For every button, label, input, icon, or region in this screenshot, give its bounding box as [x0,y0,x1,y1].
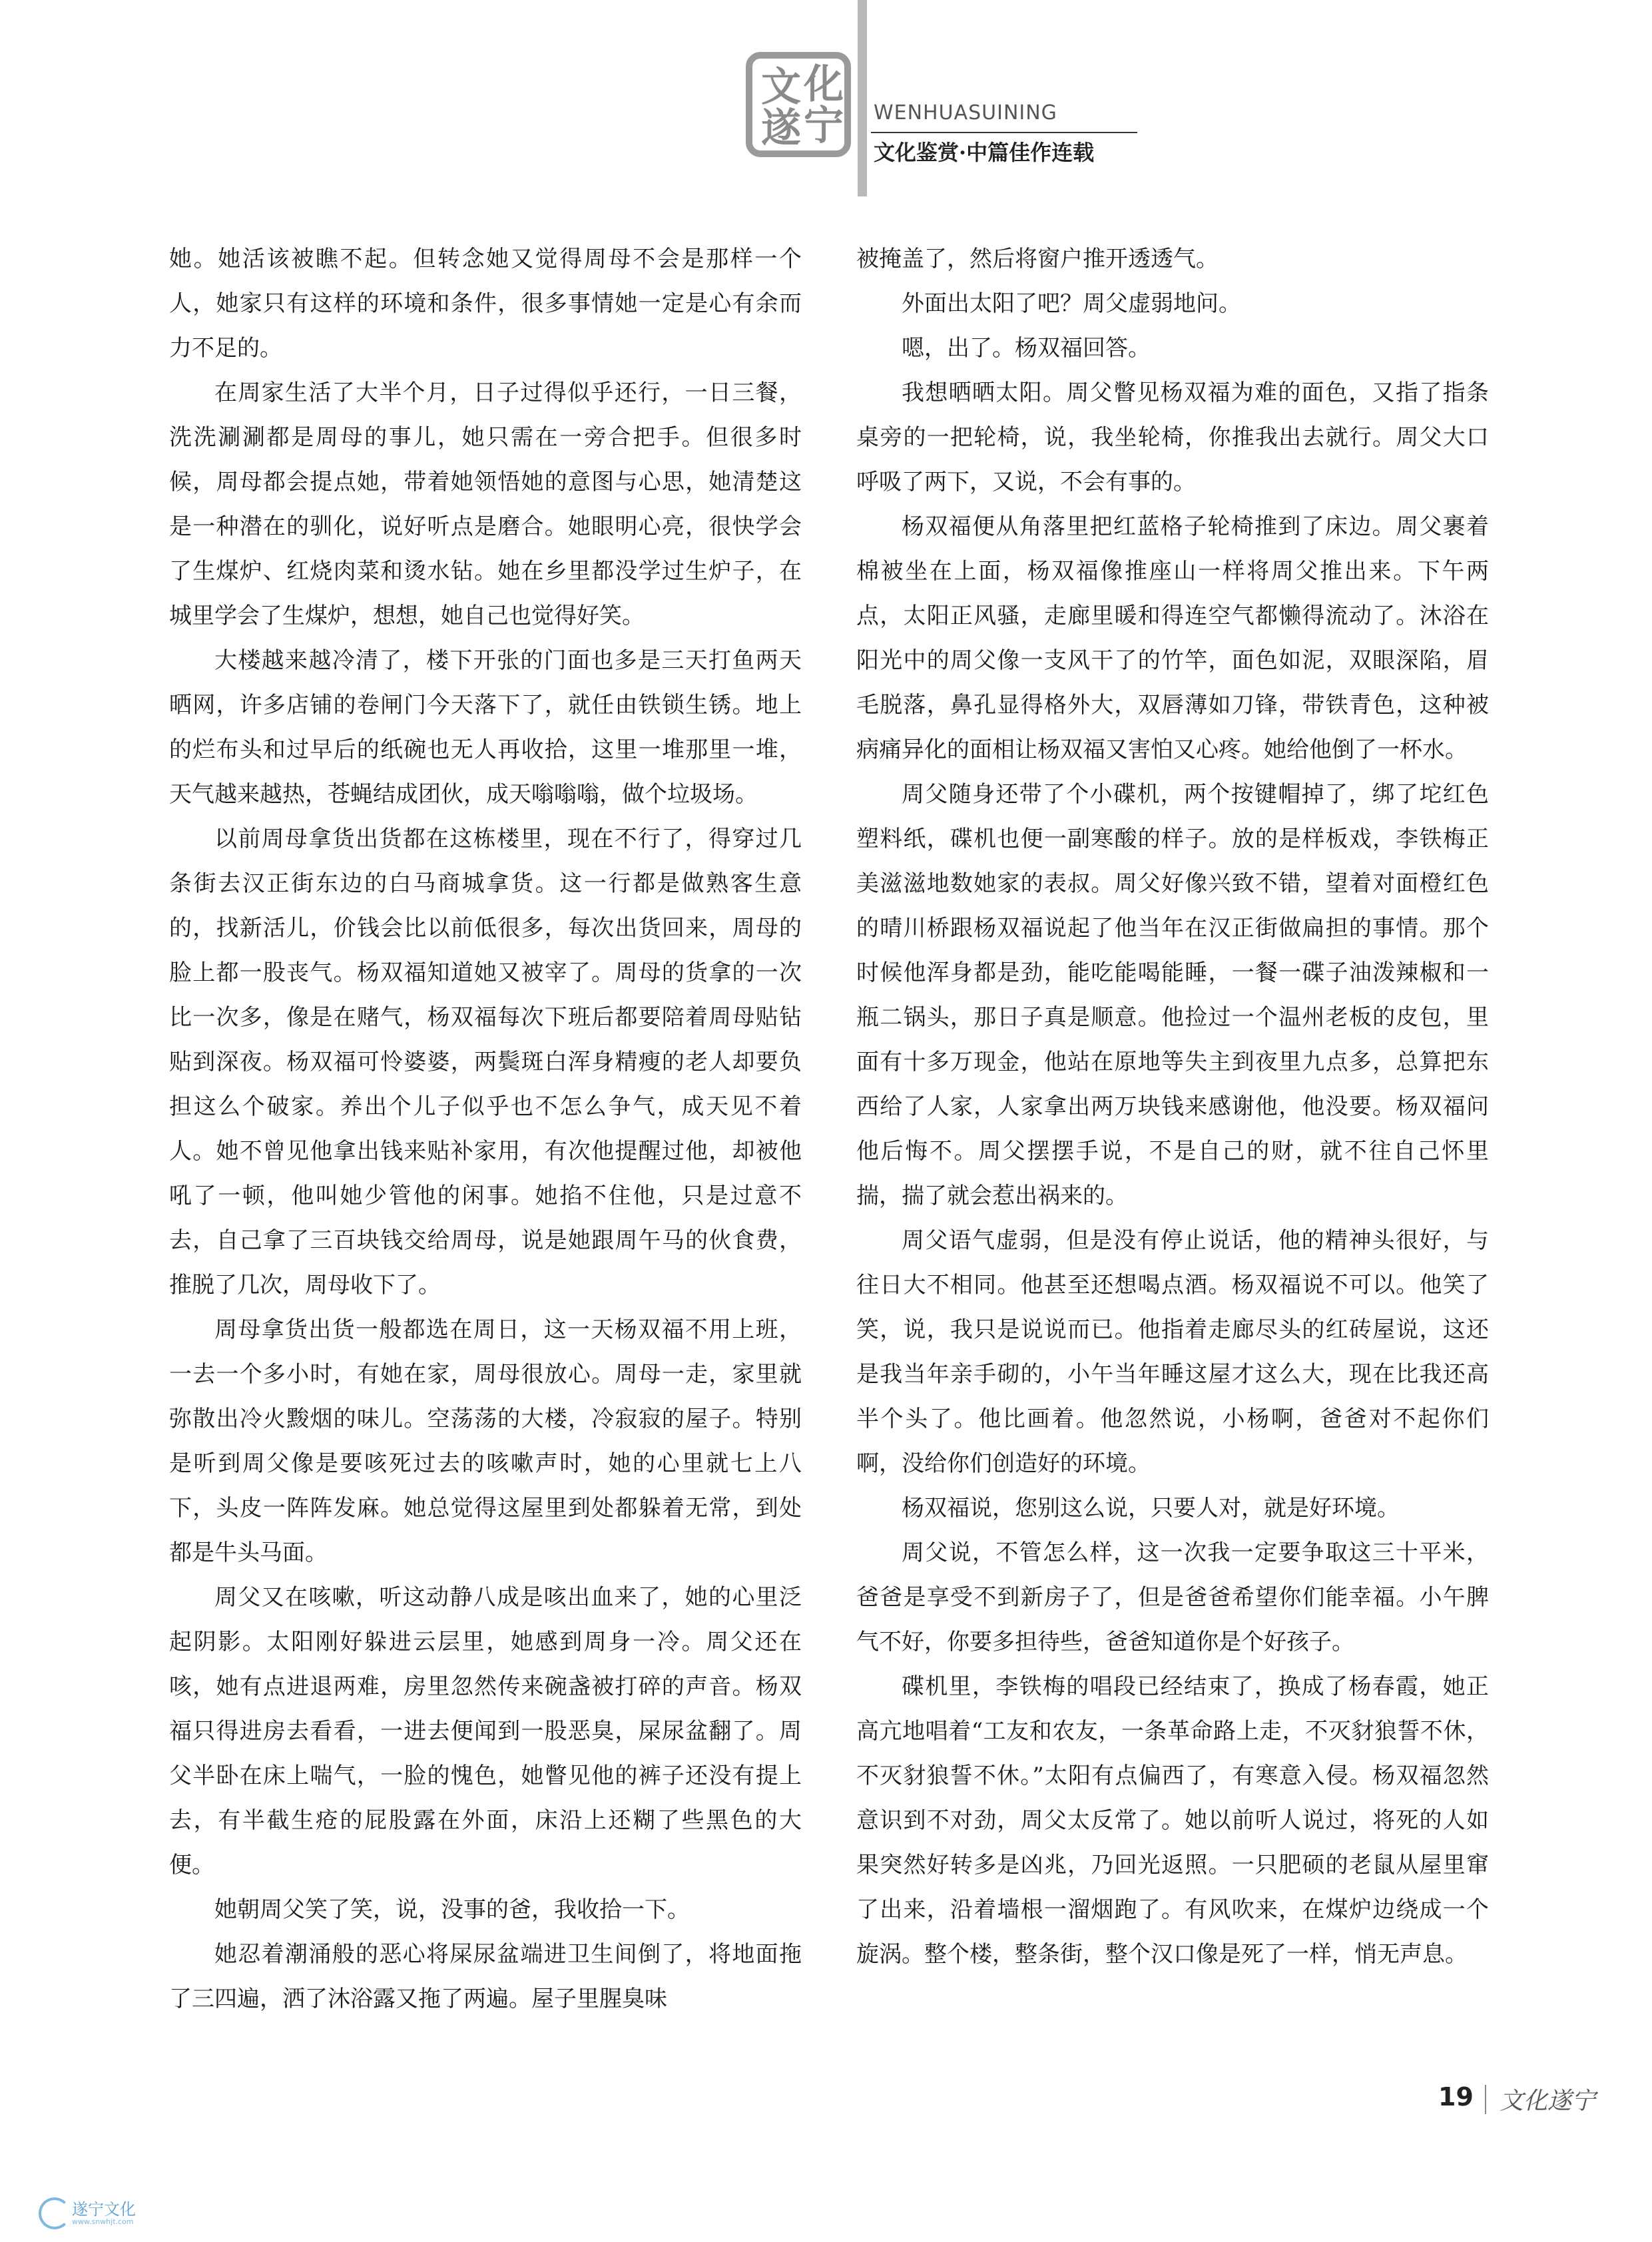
paragraph: 周父又在咳嗽，听这动静八成是咳出血来了，她的心里泛起阴影。太阳刚好躲进云层里，她感到周身一冷。周父还在咳，她有点进退两难，房里忽然传来碗盏被打碎的声音。杨双福只得进房去看看，一进去便闻到一股恶臭，屎尿盆翻了。周父半卧在床上喘气，一脸的愧色，她瞥见他的裤子还没有提上去，有半截生疮的屁股露在外面，床沿上还糊了些黑色的大便。 [169,1584,802,1878]
logo-char: 宁 [804,103,844,149]
paragraph: 被掩盖了，然后将窗户推开透透气。 [856,246,1219,272]
watermark-url: www.snwhjt.com [72,2217,134,2226]
header-rule [871,132,1137,133]
paragraph: 她。她活该被瞧不起。但转念她又觉得周母不会是那样一个人，她家只有这样的环境和条件，很多事情她一定是心有余而力不足的。 [169,246,802,362]
paragraph: 以前周母拿货出货都在这栋楼里，现在不行了，得穿过几条街去汉正街东边的白马商城拿货。这一行都是做熟客生意的，找新活儿，价钱会比以前低很多，每次出货回来，周母的脸上都一股丧气。杨双福知道她又被宰了。周母的货拿的一次比一次多，像是在赌气，杨双福每次下班后都要陪着周母贴钻贴到深夜。杨双福可怜婆婆，两鬓斑白浑身精瘦的老人却要负担这么个破家。养出个儿子似乎也不怎么争气，成天见不着人。她不曾见他拿出钱来贴补家用，有次他提醒过他，却被他吼了一顿，他叫她少管他的闲事。她掐不住他，只是过意不去，自己拿了三百块钱交给周母，说是她跟周午马的伙食费，推脱了几次，周母收下了。 [169,826,802,1298]
paragraph: 她忍着潮涌般的恶心将屎尿盆端进卫生间倒了，将地面拖了三四遍，洒了沐浴露又拖了两遍。屋子里腥臭味 [169,1941,802,2012]
wing-icon [39,2197,71,2229]
logo-char: 文 [761,64,801,111]
paragraph: 周父语气虚弱，但是没有停止说话，他的精神头很好，与往日大不相同。他甚至还想喝点酒。杨双福说不可以。他笑了笑，说，我只是说说而已。他指着走廊尽头的红砖屋说，这还是我当年亲手砌的，小午当年睡这屋才这么大，现在比我还高半个头了。他比画着。他忽然说，小杨啊，爸爸对不起你们啊，没给你们创造好的环境。 [856,1227,1489,1477]
paragraph: 周父说，不管怎么样，这一次我一定要争取这三十平米，爸爸是享受不到新房子了，但是爸爸希望你们能幸福。小午脾气不好，你要多担待些，爸爸知道你是个好孩子。 [856,1540,1489,1655]
section-title: 文化鉴赏·中篇佳作连载 [874,140,1095,165]
paragraph: 我想晒晒太阳。周父瞥见杨双福为难的面色，又指了指条桌旁的一把轮椅，说，我坐轮椅，你推我出去就行。周父大口呼吸了两下，又说，不会有事的。 [856,380,1489,495]
page-number: 19 [1438,2082,1474,2111]
watermark-text: 遂宁文化 [72,2200,136,2219]
paragraph: 碟机里，李铁梅的唱段已经结束了，换成了杨春霞，她正高亢地唱着“工友和农友，一条革命路上走，不灭豺狼誓不休，不灭豺狼誓不休。”太阳有点偏西了，有寒意入侵。杨双福忽然意识到不对劲，周父太反常了。她以前听人说过，将死的人如果突然好转多是凶兆，乃回光返照。一只肥硕的老鼠从屋里窜了出来，沿着墙根一溜烟跑了。有风吹来，在煤炉边绕成一个旋涡。整个楼，整条街，整个汉口像是死了一样，悄无声息。 [856,1673,1489,1968]
watermark [39,2195,165,2235]
footer-separator [1485,2085,1486,2114]
paragraph: 她朝周父笑了笑，说，没事的爸，我收拾一下。 [214,1896,690,1923]
magazine-logo [746,52,851,157]
header-divider-bar [858,0,867,196]
footer-brand: 文化遂宁 [1500,2088,1596,2115]
paragraph: 大楼越来越冷清了，楼下开张的门面也多是三天打鱼两天晒网，许多店铺的卷闸门今天落下了，就任由铁锁生锈。地上的烂布头和过早后的纸碗也无人再收拾，这里一堆那里一堆，天气越来越热，苍蝇结成团伙，成天嗡嗡嗡，做个垃圾场。 [169,647,802,808]
paragraph: 杨双福说，您别这么说，只要人对，就是好环境。 [902,1495,1400,1522]
paragraph: 外面出太阳了吧？周父虚弱地问。 [902,290,1241,317]
left-text-column [169,237,802,2022]
paragraph: 周母拿货出货一般都选在周日，这一天杨双福不用上班，一去一个多小时，有她在家，周母很放心。周母一走，家里就弥散出冷火黢烟的味儿。空荡荡的大楼，冷寂寂的屋子。特别是听到周父像是要咳死过去的咳嗽声时，她的心里就七上八下，头皮一阵阵发麻。她总觉得这屋里到处都躲着无常，到处都是牛头马面。 [169,1316,802,1566]
logo-char: 遂 [761,105,801,152]
logo-char: 化 [804,61,844,108]
paragraph: 嗯，出了。杨双福回答。 [902,335,1151,362]
paragraph: 杨双福便从角落里把红蓝格子轮椅推到了床边。周父裹着棉被坐在上面，杨双福像推座山一样将周父推出来。下午两点，太阳正风骚，走廊里暖和得连空气都懒得流动了。沐浴在阳光中的周父像一支风干了的竹竿，面色如泥，双眼深陷，眉毛脱落，鼻孔显得格外大，双唇薄如刀锋，带铁青色，这种被病痛异化的面相让杨双福又害怕又心疼。她给他倒了一杯水。 [856,513,1489,763]
paragraph: 周父随身还带了个小碟机，两个按键帽掉了，绑了坨红色塑料纸，碟机也便一副寒酸的样子。放的是样板戏，李铁梅正美滋滋地数她家的表叔。周父好像兴致不错，望着对面橙红色的晴川桥跟杨双福说起了他当年在汉正街做扁担的事情。那个时候他浑身都是劲，能吃能喝能睡，一餐一碟子油泼辣椒和一瓶二锅头，那日子真是顺意。他捡过一个温州老板的皮包，里面有十多万现金，他站在原地等失主到夜里九点多，总算把东西给了人家，人家拿出两万块钱来感谢他，他没要。杨双福问他后悔不。周父摆摆手说，不是自己的财，就不往自己怀里揣，揣了就会惹出祸来的。 [856,781,1489,1209]
paragraph: 在周家生活了大半个月，日子过得似乎还行，一日三餐，洗洗涮涮都是周母的事儿，她只需在一旁合把手。但很多时候，周母都会提点她，带着她领悟她的意图与心思，她清楚这是一种潜在的驯化，说好听点是磨合。她眼明心亮，很快学会了生煤炉、红烧肉菜和烫水钻。她在乡里都没学过生炉子，在城里学会了生煤炉，想想，她自己也觉得好笑。 [169,380,802,629]
header-subtitle: WENHUASUINING [874,101,1057,125]
right-text-column [856,237,1489,1977]
